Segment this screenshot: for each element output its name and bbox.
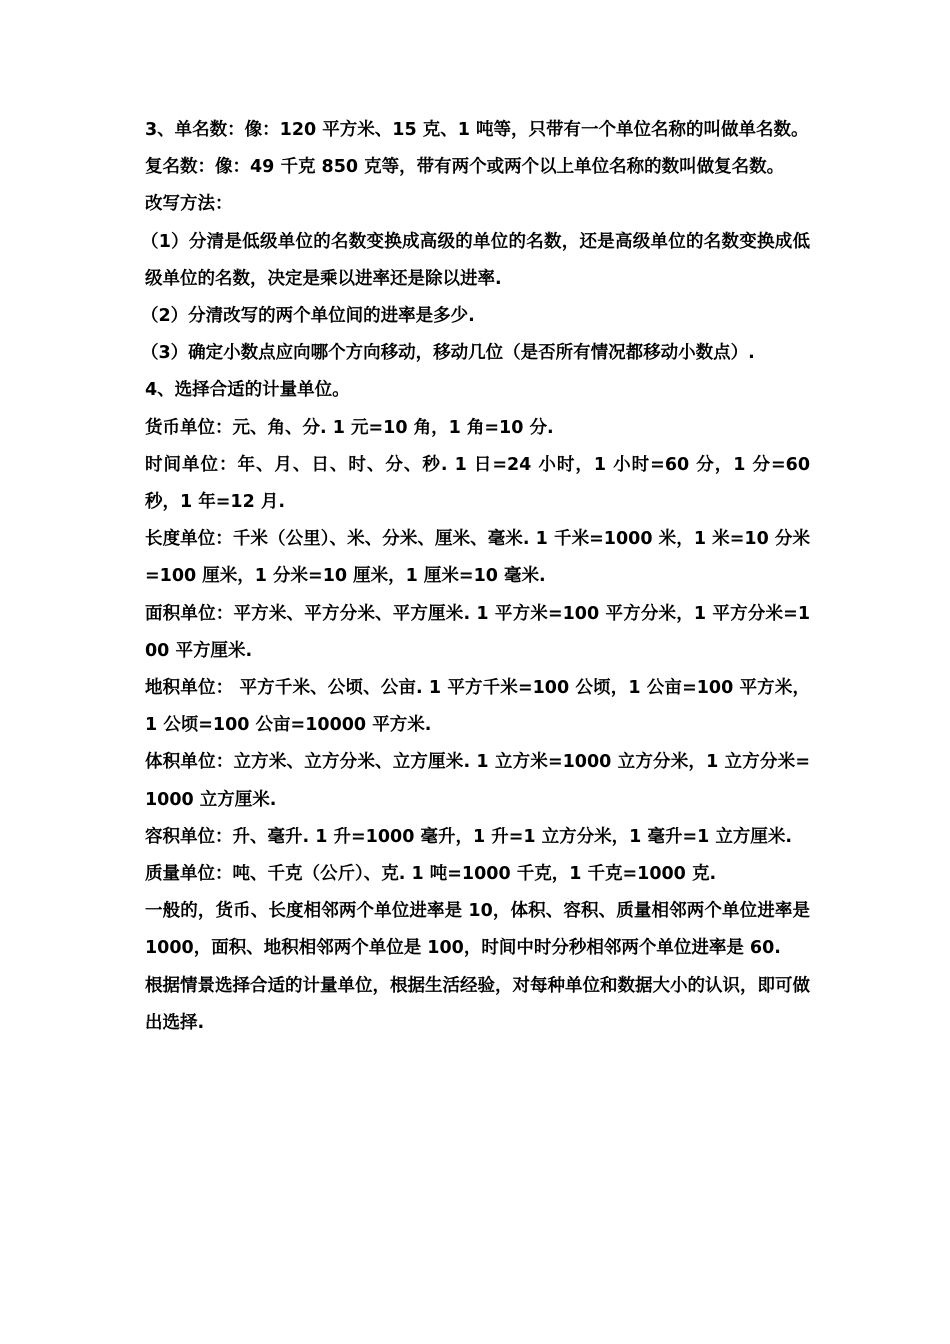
paragraph-rewrite-step-2: （2）分清改写的两个单位间的进率是多少. — [141, 306, 475, 327]
paragraph-choose-by-context: 根据情景选择合适的计量单位，根据生活经验，对每种单位和数据大小的认识，即可做出选择. — [145, 975, 810, 1033]
paragraph-capacity-units: 容积单位：升、毫升. 1 升=1000 毫升，1 升=1 立方分米，1 毫升=1 立方厘米. — [145, 826, 793, 847]
paragraph-conversion-rates-summary: 一般的，货币、长度相邻两个单位进率是 10，体积、容积、质量相邻两个单位进率是 1000，面积、地积相邻两个单位是 100，时间中时分秒相邻两个单位进率是 60. — [145, 901, 810, 959]
paragraph-time-units: 时间单位：年、月、日、时、分、秒. 1 日=24 小时，1 小时=60 分，1 分=60 秒，1 年=12 月. — [145, 454, 810, 513]
paragraph-rewrite-step-1: （1）分清是低级单位的名数变换成高级的单位的名数，还是高级单位的名数变换成低级单位的名数，决定是乘以进率还是除以进率. — [141, 231, 810, 289]
paragraph-rewrite-step-3: （3）确定小数点应向哪个方向移动，移动几位（是否所有情况都移动小数点）. — [141, 343, 755, 364]
paragraph-length-units: 长度单位：千米（公里）、米、分米、厘米、毫米. 1 千米=1000 米，1 米=10 分米=100 厘米，1 分米=10 厘米，1 厘米=10 毫米. — [145, 529, 810, 587]
document-body — [141, 112, 810, 1042]
paragraph-currency-units: 货币单位：元、角、分. 1 元=10 角，1 角=10 分. — [145, 417, 554, 438]
paragraph-mass-units: 质量单位：吨、千克（公斤）、克. 1 吨=1000 千克，1 千克=1000 克. — [145, 864, 717, 885]
paragraph-compound-name-number: 复名数：像：49 千克 850 克等，带有两个或两个以上单位名称的数叫做复名数。 — [145, 157, 785, 178]
paragraph-volume-units: 体积单位：立方米、立方分米、立方厘米. 1 立方米=1000 立方分米，1 立方分米=1000 立方厘米. — [145, 752, 810, 810]
paragraph-area-units: 面积单位：平方米、平方分米、平方厘米. 1 平方米=100 平方分米，1 平方分米=100 平方厘米. — [145, 603, 810, 661]
paragraph-rewrite-method-heading: 改写方法： — [145, 194, 233, 215]
paragraph-choose-unit-heading: 4、选择合适的计量单位。 — [145, 380, 350, 401]
paragraph-land-area-units: 地积单位： 平方千米、公顷、公亩. 1 平方千米=100 公顷，1 公亩=100 平方米，1 公顷=100 公亩=10000 平方米. — [145, 678, 810, 736]
paragraph-single-name-number: 3、单名数：像：120 平方米、15 克、1 吨等，只带有一个单位名称的叫做单名数。 — [145, 120, 809, 140]
